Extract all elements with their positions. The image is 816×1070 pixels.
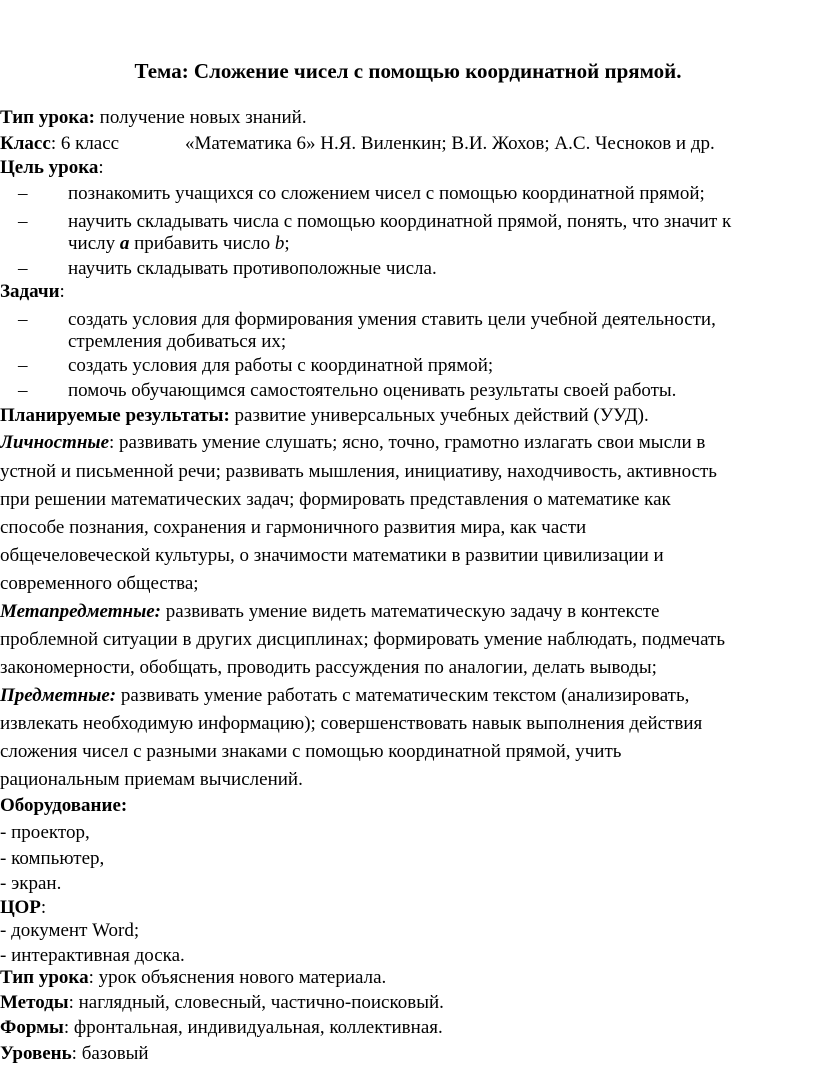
goal-label: Цель урока [0,157,99,178]
meta-results-line [0,601,660,623]
tasks-item: создать условия для работы с координатной прямой; [68,355,494,376]
meta-label: Метапредметные: [0,601,162,622]
lesson-type-2-line [0,967,386,989]
personal-text-line: способе познания, сохранения и гармоничного развития мира, как части [0,517,587,538]
goal-item: научить складывать противоположные числа. [68,258,437,279]
forms-label: Формы [0,1017,64,1038]
subject-results-line [0,685,689,707]
class-label: Класс [0,133,51,154]
goal-colon: : [98,157,104,178]
personal-text: : развивать умение слушать; ясно, точно, грамотно излагать свои мысли в [109,432,706,453]
meta-text-line: закономерности, обобщать, проводить рассуждения по аналогии, делать выводы; [0,657,657,678]
planned-results-label: Планируемые результаты: [0,405,230,426]
personal-text-line: устной и письменной речи; развивать мышления, инициативу, находчивость, активность [0,461,717,482]
textbook-reference: «Математика 6» Н.Я. Виленкин; В.И. Жохов; А.С. Чесноков и др. [185,133,715,154]
goal-dash: – [18,258,28,279]
variable-b: b [274,233,285,254]
lesson-type-label: Тип урока: [0,107,95,128]
subject-text-line: извлекать необходимую информацию); совершенствовать навык выполнения действия [0,713,703,734]
lesson-type-2-label: Тип урока [0,967,89,988]
goal-dash: – [18,211,28,232]
personal-text-line: современного общества; [0,573,199,594]
tasks-label: Задачи [0,281,60,302]
cor-item: - документ Word; [0,920,140,941]
tasks-colon: : [59,281,65,302]
goal-item-text: прибавить число [129,233,275,254]
equipment-item: - проектор, [0,822,90,843]
equipment-item: - компьютер, [0,848,105,869]
personal-label: Личностные [0,432,109,453]
goal-item: научить складывать числа с помощью координатной прямой, понять, что значит к [68,211,732,232]
personal-results-line [0,432,705,454]
goal-item-text: числу [68,233,120,254]
class-value: : 6 класс [50,133,120,154]
tasks-dash: – [18,309,28,330]
goal-dash: – [18,183,28,204]
variable-a: a [119,233,130,254]
goal-item-continuation [68,233,290,255]
personal-text-line: общечеловеческой культуры, о значимости математики в развитии цивилизации и [0,545,664,566]
tasks-dash: – [18,380,28,401]
forms-line [0,1017,443,1039]
subject-text-line: сложения чисел с разными знаками с помощью координатной прямой, учить [0,741,622,762]
tasks-heading [0,281,65,303]
subject-text: развивать умение работать с математическим текстом (анализировать, [116,685,690,706]
meta-text: развивать умение видеть математическую задачу в контексте [161,601,660,622]
equipment-item: - экран. [0,873,62,894]
subject-label: Предметные: [0,685,117,706]
lesson-type-value: получение новых знаний. [94,107,307,128]
meta-text-line: проблемной ситуации в других дисциплинах; формировать умение наблюдать, подмечать [0,629,726,650]
equipment-heading: Оборудование: [0,795,128,816]
methods-line [0,992,444,1014]
personal-text-line: при решении математических задач; формировать представления о математике как [0,489,671,510]
cor-colon: : [40,897,47,918]
level-line [0,1043,149,1065]
methods-value: : наглядный, словесный, частично-поисковый. [68,992,444,1013]
level-label: Уровень [0,1043,72,1064]
planned-results-line [0,405,649,427]
goal-item: познакомить учащихся со сложением чисел с помощью координатной прямой; [68,183,705,204]
forms-value: : фронтальная, индивидуальная, коллективная. [63,1017,443,1038]
page-title: Тема: Сложение чисел с помощью координатной прямой. [134,59,682,83]
lesson-type-2-value: : урок объяснения нового материала. [88,967,387,988]
goal-heading [0,157,104,179]
class-line [0,133,119,155]
tasks-item: создать условия для формирования умения ставить цели учебной деятельности, [68,309,716,330]
subject-text-line: рациональным приемам вычислений. [0,769,303,790]
tasks-item: помочь обучающимся самостоятельно оценивать результаты своей работы. [68,380,677,401]
cor-label: ЦОР [0,897,41,918]
cor-item: - интерактивная доска. [0,945,185,966]
goal-item-end: ; [284,233,290,254]
cor-heading [0,897,46,919]
planned-results-value: развитие универсальных учебных действий (УУД). [229,405,649,426]
lesson-type-line [0,107,307,129]
tasks-dash: – [18,355,28,376]
methods-label: Методы [0,992,69,1013]
tasks-item-continuation: стремления добиваться их; [68,331,287,352]
level-value: : базовый [71,1043,149,1064]
